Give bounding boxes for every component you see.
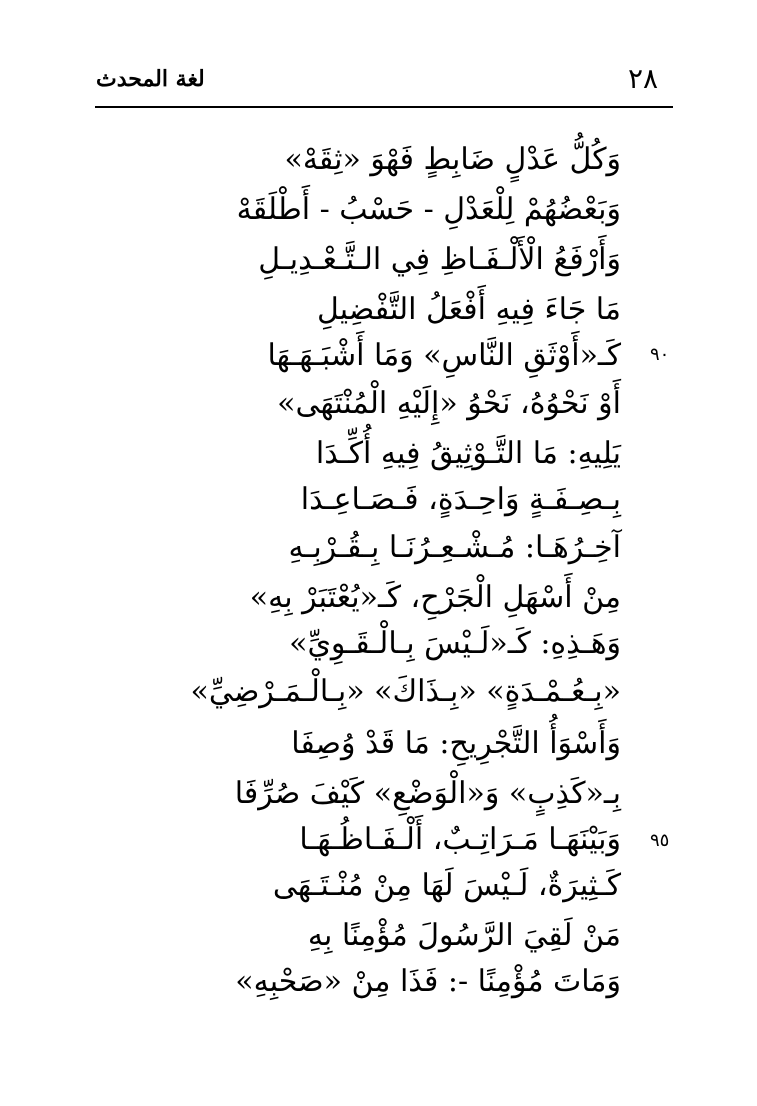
verse-line: وَمَاتَ مُؤْمِنًا -: فَذَا مِنْ «صَحْبِهِ» — [235, 964, 621, 999]
verse-line: مَنْ لَقِيَ الرَّسُولَ مُؤْمِنًا بِهِ — [307, 918, 621, 953]
verse-line: وَكُلُّ عَدْلٍ ضَابِطٍ فَهْوَ «ثِقَهْ» — [284, 142, 621, 177]
verse-line: بِـصِـفَـةٍ وَاحِـدَةٍ، فَـصَـاعِـدَا — [300, 482, 621, 517]
page-number: ٢٨ — [628, 62, 659, 95]
verse-line: أَوْ نَحْوُهُ، نَحْوُ «إِلَيْهِ الْمُنْتَهَى» — [277, 386, 621, 421]
verse-line: بِـ«كَذِبٍ» وَ«الْوَضْعِ» كَيْفَ صُرِّفَا — [234, 776, 621, 811]
verse-line: وَبَيْنَهَـا مَـرَاتِـبٌ، أَلْـفَـاظُـهَـا — [299, 822, 621, 857]
verse-line: كَـثِيرَةٌ، لَـيْسَ لَهَا مِنْ مُنْـتَـهَى — [272, 868, 621, 903]
running-title: لغة المحدث — [96, 66, 205, 92]
verse-line: مِنْ أَسْهَلِ الْجَرْحِ، كَـ«يُعْتَبَرْ بِهِ» — [249, 580, 621, 615]
verse-line: وَأَرْفَعُ الْأَلْـفَـاظِ فِي الـتَّـعْـدِيـلِ — [258, 242, 621, 277]
verse-line: آخِـرُهَـا: مُـشْـعِـرُنَـا بِـقُـرْبِـهِ — [288, 530, 621, 565]
verse-line: «بِـعُـمْـدَةٍ» «بِـذَاكَ» «بِـالْـمَـرْضِيِّ» — [190, 674, 621, 709]
verse-line: وَهَـذِهِ: كَـ«لَـيْسَ بِـالْـقَـوِيِّ» — [289, 626, 621, 661]
verse-line: مَا جَاءَ فِيهِ أَفْعَلُ التَّفْضِيلِ — [317, 292, 621, 327]
verse-line: كَـ«أَوْثَقِ النَّاسِ» وَمَا أَشْبَـهَـهَا — [267, 338, 621, 373]
verse-line: وَأَسْوَأُ التَّجْرِيحِ: مَا قَدْ وُصِفَا — [291, 726, 621, 761]
verse-line: وَبَعْضُهُمْ لِلْعَدْلِ - حَسْبُ - أَطْلَقَهْ — [236, 192, 621, 227]
verse-line: يَلِيهِ: مَا التَّـوْثِيقُ فِيهِ أُكِّـدَا — [315, 436, 621, 471]
header-rule — [95, 106, 673, 108]
verse-number: ٩٥ — [650, 830, 670, 851]
verse-number: ٩٠ — [650, 344, 670, 365]
